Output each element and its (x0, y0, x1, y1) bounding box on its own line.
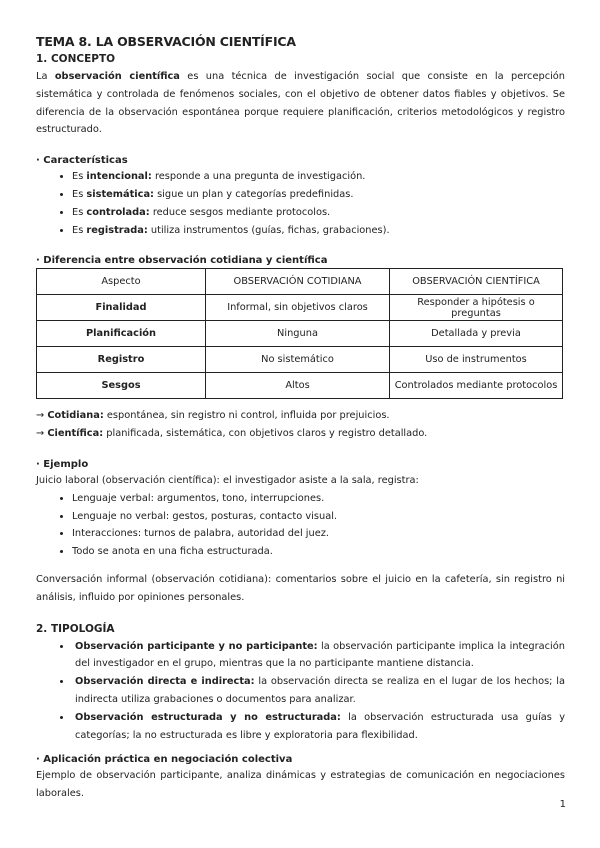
list-item: • Interacciones: turnos de palabra, autoridad del juez. (72, 525, 565, 543)
item-bold: Observación estructurada y no estructurada: (75, 711, 341, 723)
table-cell: Ninguna (206, 321, 390, 347)
note-bold: Cotidiana: (47, 410, 104, 422)
arrow-glyph: → (36, 410, 48, 422)
item-pre: Es (72, 206, 87, 218)
table-cell-aspect: Finalidad (37, 295, 206, 321)
list-item: • Lenguaje verbal: argumentos, tono, interrupciones. (72, 490, 565, 508)
page-number: 1 (559, 799, 566, 810)
ejemplo-list (36, 490, 565, 561)
section-heading-concepto: 1. CONCEPTO (36, 53, 116, 65)
list-item (72, 168, 565, 186)
table-cell-aspect: Planificación (37, 321, 206, 347)
item-bold: controlada: (86, 206, 150, 218)
item-bold: Observación directa e indirecta: (75, 676, 255, 688)
item-pre: Es (72, 188, 87, 200)
list-item (72, 673, 565, 709)
table-cell: Detallada y previa (390, 321, 563, 347)
table-header-cell: Aspecto (37, 269, 206, 295)
item-bold: sistemática: (86, 188, 154, 200)
note-cientifica (36, 425, 565, 443)
item-post: sigue un plan y categorías predefinidas. (153, 188, 354, 200)
note-bold: Científica: (47, 428, 104, 440)
table-cell: Uso de instrumentos (390, 347, 563, 373)
item-bold: registrada: (86, 224, 148, 236)
list-item (72, 709, 565, 745)
table-header-row (37, 269, 563, 295)
conversation-paragraph: Conversación informal (observación cotidiana): comentarios sobre el juicio en la cafetería, sin registro ni análisis, influido por opiniones personales. (36, 573, 565, 603)
list-item (72, 638, 565, 674)
item-post: utiliza instrumentos (guías, fichas, grabaciones). (147, 224, 390, 236)
table-header-cell: OBSERVACIÓN COTIDIANA (206, 269, 390, 295)
concepto-paragraph (36, 68, 565, 139)
table-header-cell: OBSERVACIÓN CIENTÍFICA (390, 269, 563, 295)
concepto-text-pre: La (36, 71, 55, 82)
table-cell-aspect: Sesgos (37, 373, 206, 399)
table-cell: Controlados mediante protocolos (390, 373, 563, 399)
subheading-diferencia: · Diferencia entre observación cotidiana y científica (36, 255, 328, 267)
table-row (37, 321, 563, 347)
ejemplo-intro: Juicio laboral (observación científica): el investigador asiste a la sala, registra: (36, 474, 419, 486)
comparison-table (36, 268, 563, 399)
item-pre: Es (72, 171, 87, 183)
list-item: • Todo se anota en una ficha estructurada. (72, 543, 565, 561)
table-row (37, 373, 563, 399)
item-bold: Observación participante y no participante: (75, 640, 318, 652)
aplicacion-paragraph: Ejemplo de observación participante, analiza dinámicas y estrategias de comunicación en negociaciones laborales. (36, 770, 565, 800)
table-row (37, 295, 563, 321)
document-title: TEMA 8. LA OBSERVACIÓN CIENTÍFICA (36, 34, 296, 49)
note-post: planificada, sistemática, con objetivos claros y registro detallado. (103, 428, 428, 440)
table-row (37, 347, 563, 373)
table-cell: Altos (206, 373, 390, 399)
list-item (72, 222, 565, 240)
note-cotidiana (36, 407, 565, 425)
item-post: la observación directa se realiza en el lugar de los hechos; la indirecta utiliza grabaciones o documentos para analizar. (75, 676, 565, 705)
item-post: responde a una pregunta de investigación. (151, 171, 366, 183)
subheading-caracteristicas: · Características (36, 155, 128, 167)
item-post: la observación estructurada usa guías y categorías; la no estructurada es libre y exploratoria para flexibilidad. (75, 711, 565, 741)
item-post: la observación participante implica la integración del investigador en el grupo, mientras que la no participante mantiene distancia. (75, 640, 565, 670)
table-cell: Responder a hipótesis o preguntas (390, 295, 563, 321)
item-pre: Es (72, 224, 87, 236)
caracteristicas-list (36, 168, 565, 239)
item-post: reduce sesgos mediante protocolos. (149, 206, 331, 218)
list-item (72, 204, 565, 222)
subheading-aplicacion: · Aplicación práctica en negociación colectiva (36, 754, 293, 766)
table-cell: Informal, sin objetivos claros (206, 295, 390, 321)
tipologia-list (36, 638, 565, 745)
concepto-text-bold: observación científica (54, 71, 180, 82)
item-bold: intencional: (86, 171, 152, 183)
section-heading-tipologia: 2. TIPOLOGÍA (36, 622, 115, 635)
subheading-ejemplo: · Ejemplo (36, 458, 89, 470)
list-item (72, 186, 565, 204)
arrow-glyph: → (36, 428, 48, 440)
table-cell-aspect: Registro (37, 347, 206, 373)
table-cell: No sistemático (206, 347, 390, 373)
note-post: espontánea, sin registro ni control, influida por prejuicios. (103, 410, 390, 422)
list-item: • Lenguaje no verbal: gestos, posturas, contacto visual. (72, 508, 565, 526)
concepto-text-post: es una técnica de investigación social que consiste en la percepción sistemática y controlada de fenómenos sociales, con el objetivo de obtener datos fiables y objetivos. Se diferencia de la observación espontánea porque requiere planificación, criterios metodológicos y registro estructurado. (36, 71, 565, 136)
